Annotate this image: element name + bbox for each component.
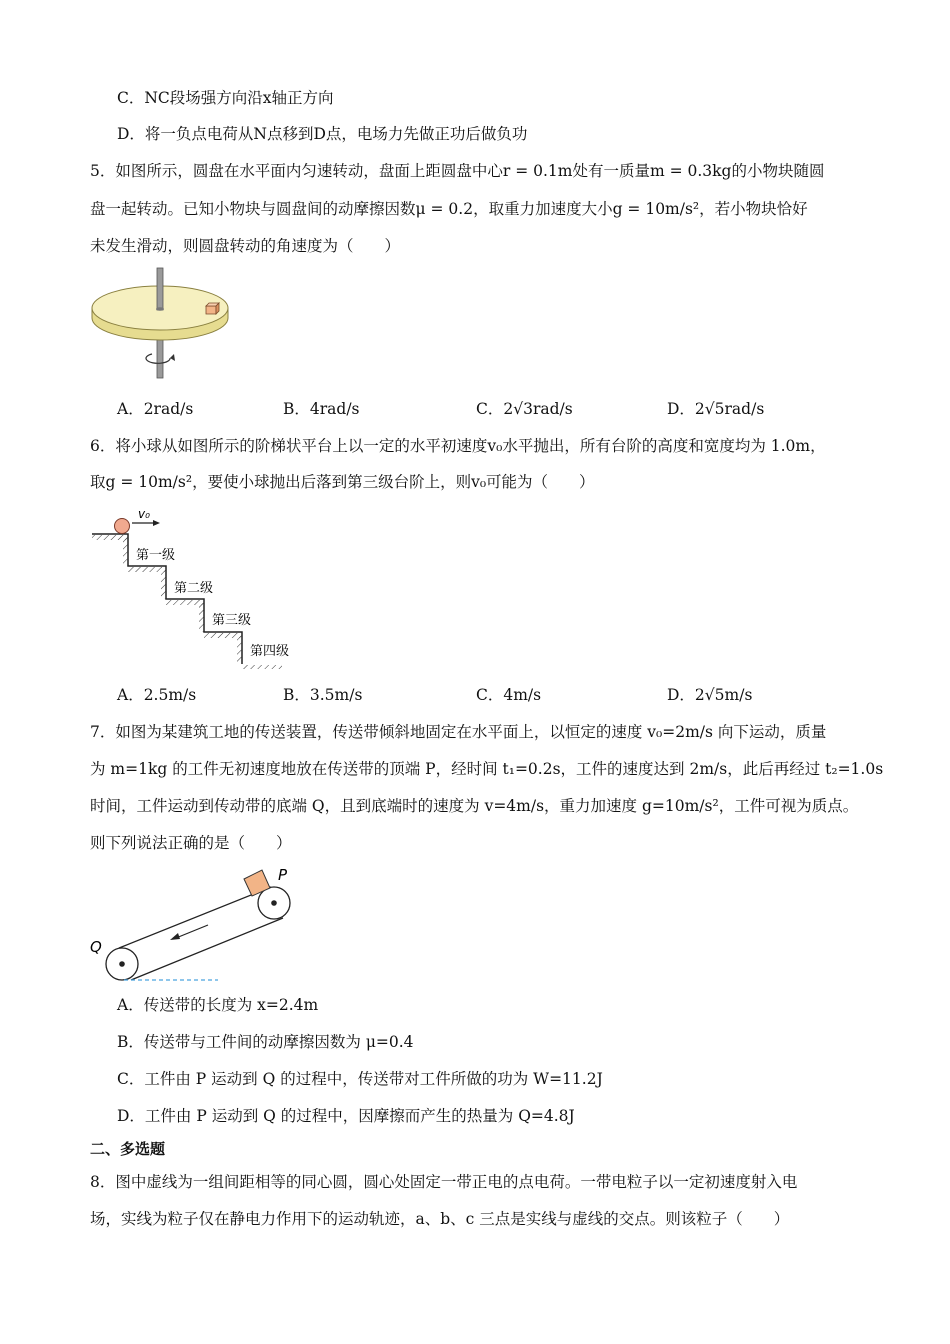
q5-stem-line3: 未发生滑动，则圆盘转动的角速度为（ ） xyxy=(90,237,401,255)
hatch-riser-3 xyxy=(199,600,204,632)
hatch-riser-1 xyxy=(123,535,128,566)
conveyor-figure xyxy=(88,860,308,990)
q7-option-a: A．传送带的长度为 x=2.4m xyxy=(117,996,319,1014)
hatch-tread-3 xyxy=(204,633,242,638)
q5-stem-line2: 盘一起转动。已知小物块与圆盘间的动摩擦因数μ = 0.2，取重力加速度大小g = 10m/s²，若小物块恰好 xyxy=(90,200,808,218)
top-pulley-axle xyxy=(271,900,277,906)
belt-direction-arrowhead xyxy=(170,933,180,940)
step-label-1: 第一级 xyxy=(136,548,176,563)
axle-hole xyxy=(156,307,164,311)
q4-option-c: C．NC段场强方向沿x轴正方向 xyxy=(117,89,334,107)
q7-option-d: D．工件由 P 运动到 Q 的过程中，因摩擦而产生的热量为 Q=4.8J xyxy=(117,1107,575,1125)
velocity-arrowhead xyxy=(153,520,160,526)
q7-stem-line4: 则下列说法正确的是（ ） xyxy=(90,834,292,852)
q7-stem-line2: 为 m=1kg 的工件无初速度地放在传送带的顶端 P，经时间 t₁=0.2s，工件的速度达到 2m/s，此后再经过 t₂=1.0s xyxy=(90,760,884,778)
disk-axle-upper xyxy=(157,268,163,310)
bottom-pulley-axle xyxy=(119,961,125,967)
section-title-multiple-choice: 二、多选题 xyxy=(90,1140,166,1158)
staircase-figure xyxy=(90,504,310,669)
q6-option-b: B．3.5m/s xyxy=(283,686,363,704)
q6-stem-line2: 取g = 10m/s²，要使小球抛出后落到第三级台阶上，则v₀可能为（ ） xyxy=(90,473,595,491)
label-q: Q xyxy=(90,938,102,956)
hatch-tread-1 xyxy=(128,567,166,572)
belt-bottom-line xyxy=(131,918,283,980)
ball-icon xyxy=(115,519,130,534)
q5-option-d: D．2√5rad/s xyxy=(667,400,765,418)
q5-option-a: A．2rad/s xyxy=(117,400,194,418)
belt-direction-arrow-icon xyxy=(176,925,208,938)
q7-stem-line3: 时间，工件运动到传动带的底端 Q，且到底端时的速度为 v=4m/s，重力加速度 g=10m/s²，工件可视为质点。 xyxy=(90,797,859,815)
q6-stem-line1: 6．将小球从如图所示的阶梯状平台上以一定的水平初速度v₀水平抛出，所有台阶的高度和宽度均为 1.0m， xyxy=(90,437,826,455)
step-label-4: 第四级 xyxy=(250,644,290,659)
hatch-bottom xyxy=(242,665,282,669)
q7-option-c: C．工件由 P 运动到 Q 的过程中，传送带对工件所做的功为 W=11.2J xyxy=(117,1070,603,1088)
belt-top-line xyxy=(119,887,271,948)
hatch-tread-2 xyxy=(166,600,204,605)
q8-stem-line1: 8．图中虚线为一组间距相等的同心圆，圆心处固定一带正电的点电荷。一带电粒子以一定初速度射入电 xyxy=(90,1173,798,1191)
hatch-riser-4 xyxy=(237,633,242,664)
q5-stem-line1: 5．如图所示，圆盘在水平面内匀速转动，盘面上距圆盘中心r = 0.1m处有一质量m = 0.3kg的小物块随圆 xyxy=(90,162,825,180)
small-block-icon xyxy=(206,303,219,314)
step-label-2: 第二级 xyxy=(174,581,214,596)
rotating-disk-figure xyxy=(88,262,238,382)
q5-option-c: C．2√3rad/s xyxy=(476,400,573,418)
q5-option-b: B．4rad/s xyxy=(283,400,360,418)
q8-stem-line2: 场，实线为粒子仅在静电力作用下的运动轨迹，a、b、c 三点是实线与虚线的交点。则该粒子（ ） xyxy=(90,1210,790,1228)
q6-option-a: A．2.5m/s xyxy=(117,686,197,704)
label-p: P xyxy=(278,866,288,884)
q6-option-d: D．2√5m/s xyxy=(667,686,753,704)
q7-option-b: B．传送带与工件间的动摩擦因数为 μ=0.4 xyxy=(117,1033,414,1051)
rotation-arrowhead xyxy=(170,354,175,361)
v0-label: v₀ xyxy=(138,507,150,521)
q6-option-c: C．4m/s xyxy=(476,686,542,704)
q7-stem-line1: 7．如图为某建筑工地的传送装置，传送带倾斜地固定在水平面上，以恒定的速度 v₀=2m/s 向下运动，质量 xyxy=(90,723,827,741)
q4-option-d: D．将一负点电荷从N点移到D点，电场力先做正功后做负功 xyxy=(117,125,528,143)
hatch-riser-2 xyxy=(161,567,166,599)
hatch-top xyxy=(92,535,128,540)
step-label-3: 第三级 xyxy=(212,613,252,628)
